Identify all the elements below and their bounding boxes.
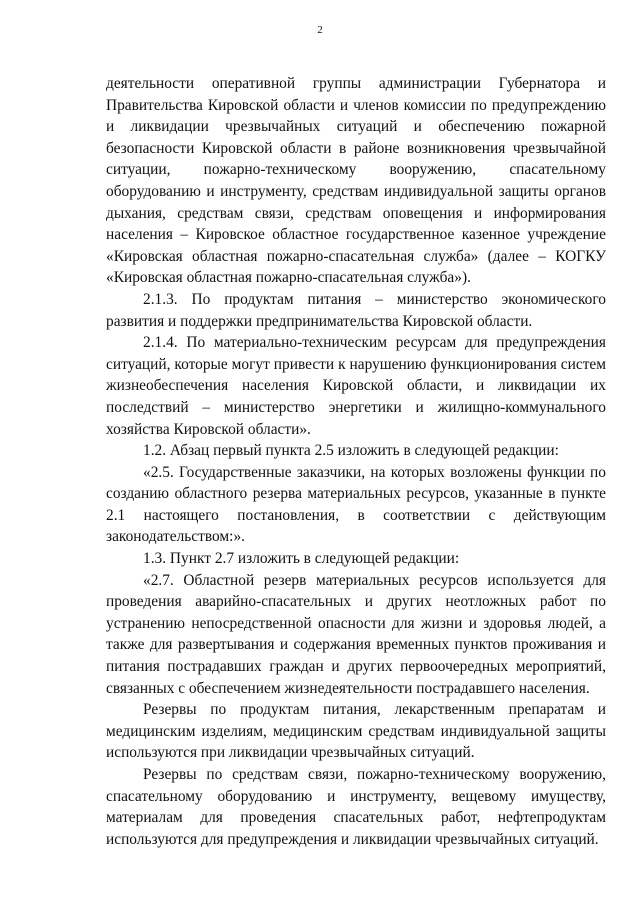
paragraph-reserves-equipment: Резервы по средствам связи, пожарно-техническому вооружению, спасательному оборудованию и инструменту, вещевому имуществу, материалам для проведения спасательных работ, нефтепродуктам используются для предупреждения и ликвидации чрезвычайных ситуаций. [106,766,606,848]
paragraph-1-3: 1.3. Пункт 2.7 изложить в следующей редакции: [143,550,460,568]
paragraph-2-5: «2.5. Государственные заказчики, на которых возложены функции по созданию областного резерва материальных ресурсов, указанные в пункте 2.1 настоящего постановления, в соответствии с действующим законодательством:». [106,463,606,546]
paragraph-continuation: деятельности оперативной группы администрации Губернатора и Правительства Кировской области и членов комиссии по предупреждению и ликвидации чрезвычайных ситуаций и обеспечению пожарной безопасности Кировской области в районе возникновения чрезвычайной ситуации, пожарно-техническому вооружению, спасательному оборудованию и инструменту, средствам индивидуальной защиты органов дыхания, средствам связи, средствам оповещения и информирования населения – Кировское областное государственное казенное учреждение «Кировская областная пожарно-спасательная служба» (далее – КОГКУ «Кировская областная пожарно-спасательная служба»). [106,75,606,287]
paragraph-2-1-3: 2.1.3. По продуктам питания – министерство экономического развития и поддержки предпринимательства Кировской области. [106,290,606,330]
document-body [106,73,606,850]
paragraph-2-7: «2.7. Областной резерв материальных ресурсов используется для проведения аварийно-спасательных и других неотложных работ по устранению непосредственной опасности для жизни и здоровья людей, а также для развертывания и содержания временных пунктов проживания и питания пострадавших граждан и других первоочередных мероприятий, связанных с обеспечением жизнедеятельности пострадавшего населения. [106,571,606,697]
page-number: 2 [317,24,323,36]
paragraph-2-1-4: 2.1.4. По материально-техническим ресурсам для предупреждения ситуаций, которые могут привести к нарушению функционирования систем жизнеобеспечения населения Кировской области, и ликвидации их последствий – министерство энергетики и жилищно-коммунального хозяйства Кировской области». [106,334,606,438]
paragraph-1-2: 1.2. Абзац первый пункта 2.5 изложить в следующей редакции: [143,442,559,460]
paragraph-reserves-food: Резервы по продуктам питания, лекарственным препаратам и медицинским изделиям, медицинским средствам индивидуальной защиты используются при ликвидации чрезвычайных ситуаций. [106,701,606,762]
